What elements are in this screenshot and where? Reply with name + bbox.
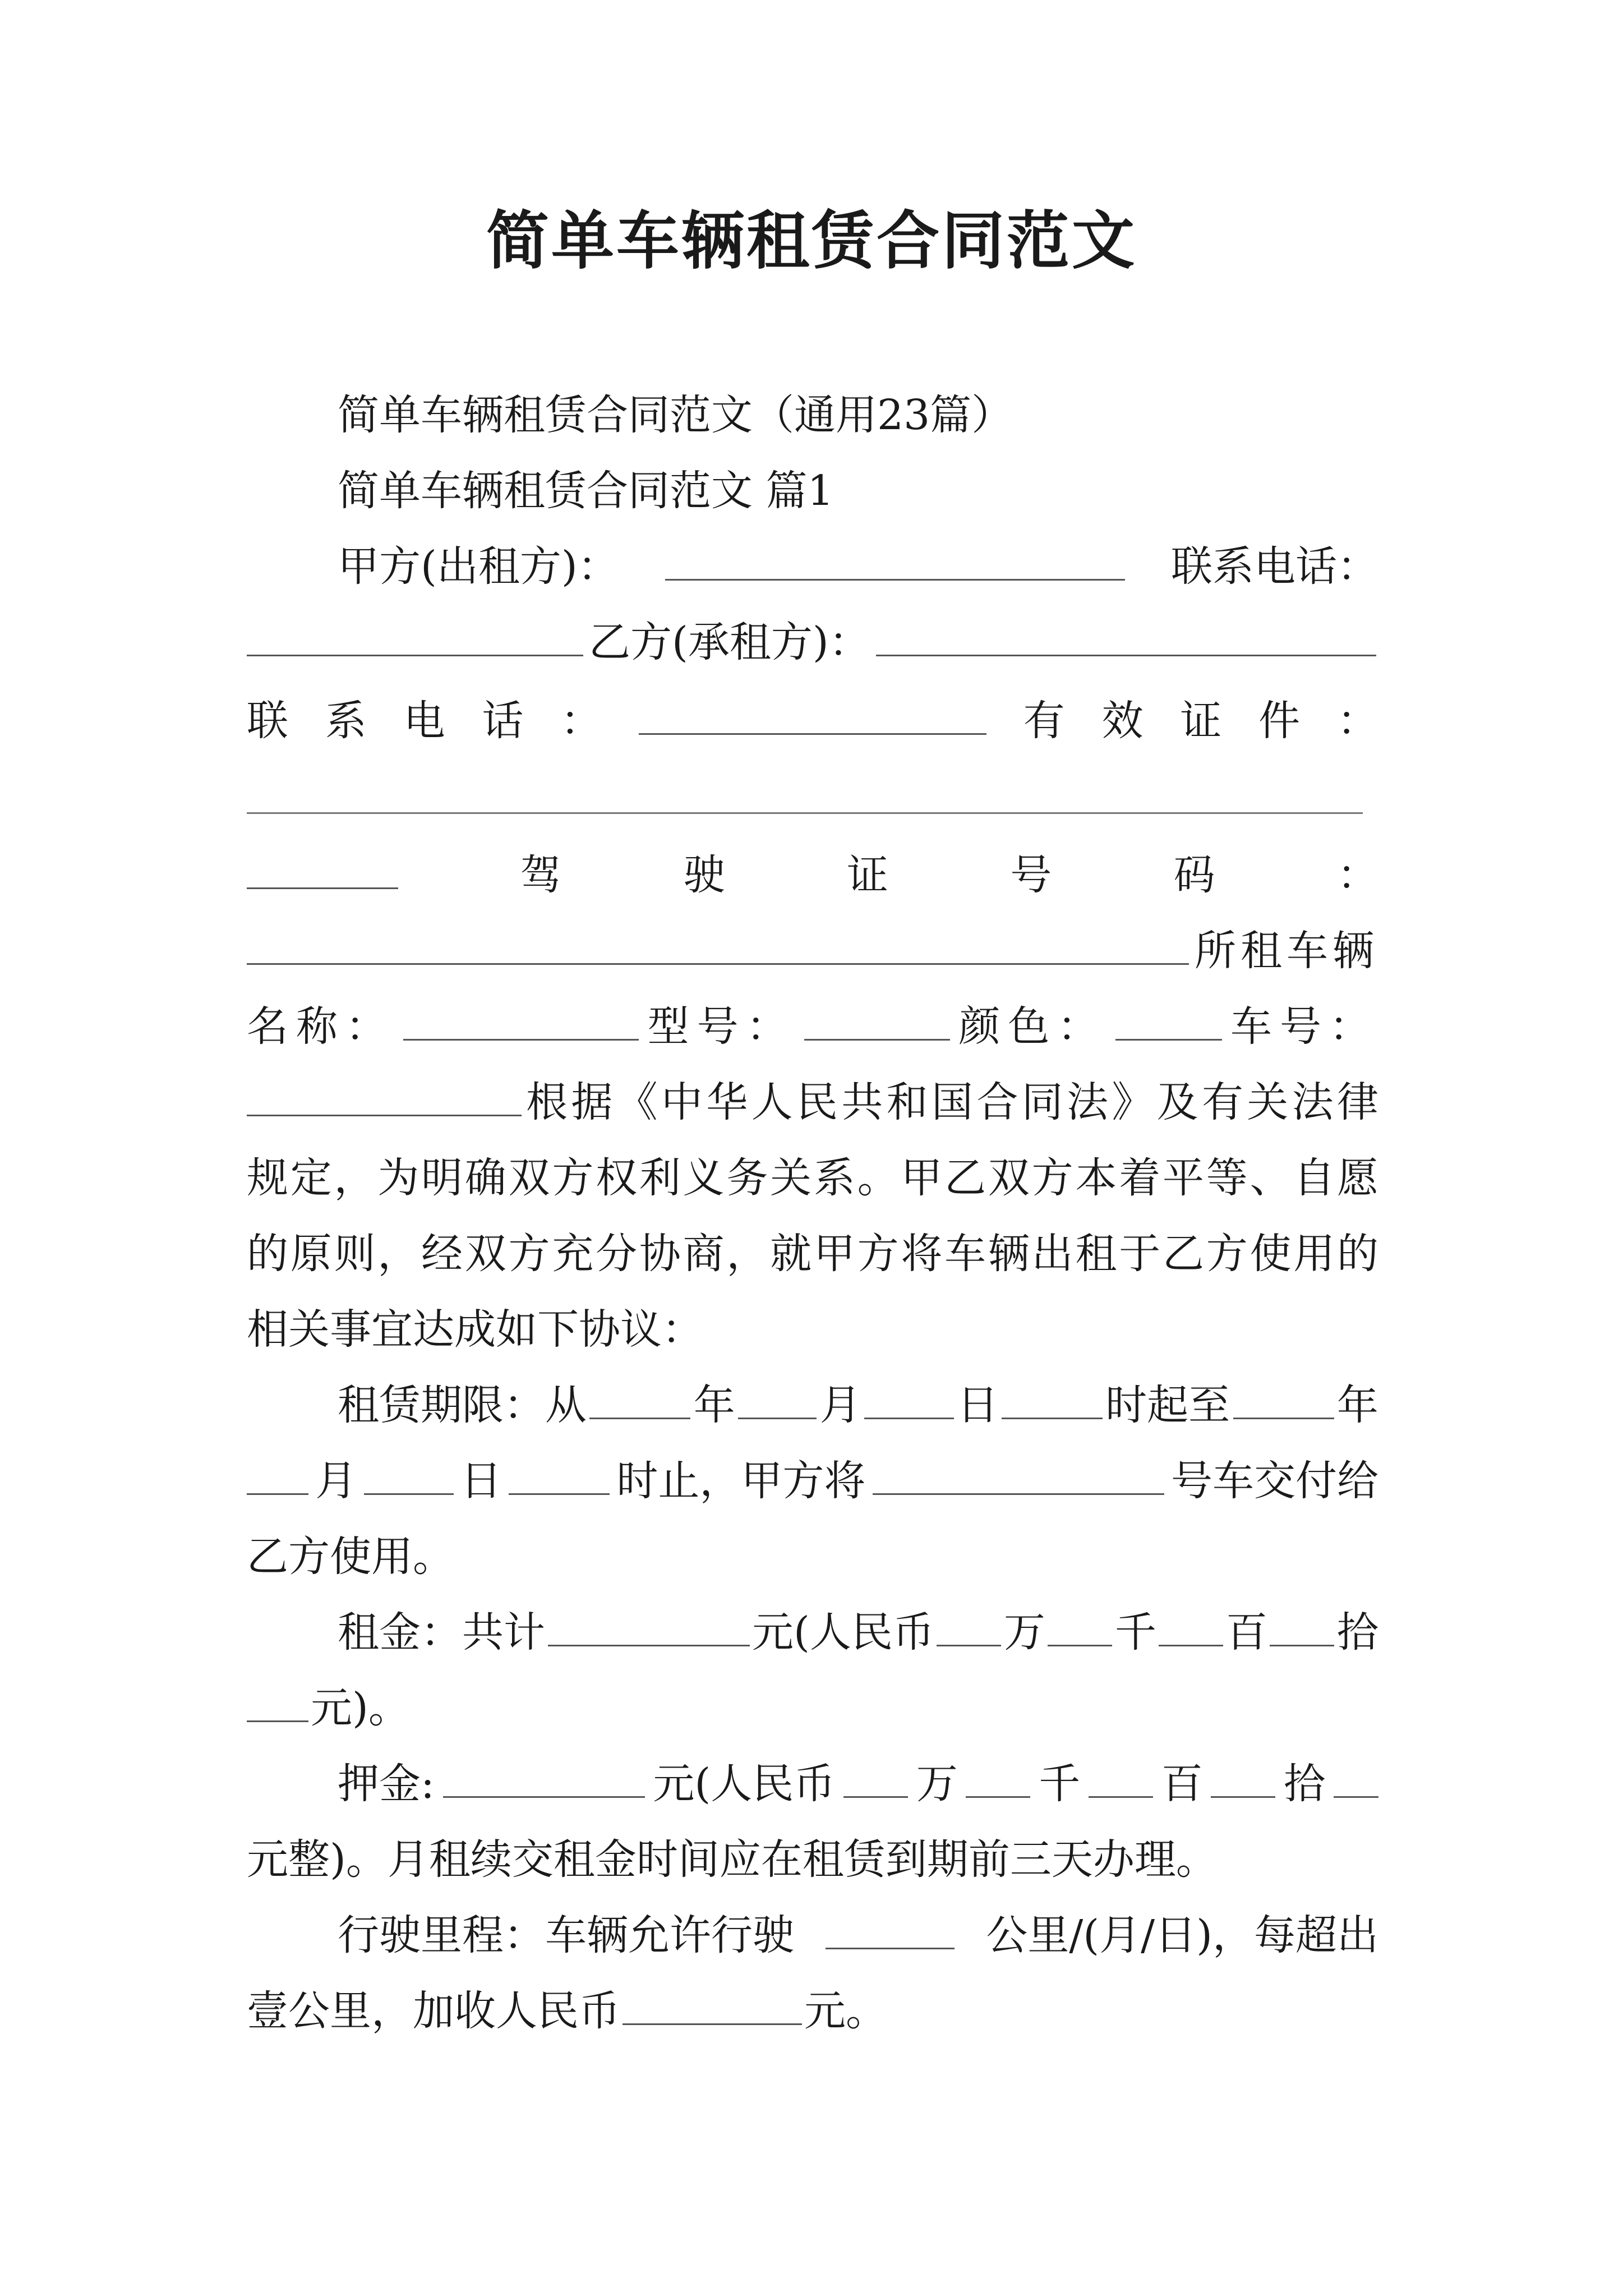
end-hour-blank[interactable] [509, 1454, 610, 1495]
deposit-bai-blank[interactable] [1089, 1757, 1153, 1798]
qian-label: 千 [1114, 1608, 1156, 1657]
vehicle-line [247, 923, 1378, 979]
rent-close: 元)。 [311, 1684, 410, 1732]
license-char: ： [1336, 851, 1378, 899]
rent-wan-blank[interactable] [937, 1605, 1001, 1646]
term-label: 租赁期限：从 [338, 1381, 587, 1429]
valid-id-char: 有 [1023, 697, 1065, 745]
section-heading: 简单车辆租赁合同范文 篇1 [338, 467, 834, 515]
year-label: 年 [1336, 1381, 1378, 1429]
mileage-unit: 公里/(月/日)，每超出 [986, 1911, 1378, 1959]
license-line [247, 847, 1378, 903]
deposit-wan-blank[interactable] [843, 1757, 908, 1798]
party-b-label: 乙方(承租方)： [589, 618, 870, 666]
body-text-1: 根据《中华人民共和国合同法》及有关法律 [526, 1078, 1378, 1126]
mileage-label: 行驶里程：车辆允许行驶 [338, 1911, 794, 1959]
start-day-blank[interactable] [864, 1378, 954, 1419]
party-a-label: 甲方(出租方)： [338, 542, 619, 591]
party-b-blank[interactable] [876, 615, 1376, 656]
rent-amount-blank[interactable] [548, 1605, 750, 1646]
deposit-line [338, 1756, 1378, 1812]
shi-label: 拾 [1336, 1608, 1378, 1657]
valid-id-blank[interactable] [247, 812, 1363, 814]
end-year-blank[interactable] [1233, 1378, 1334, 1419]
contact-phone-char: 电 [403, 697, 445, 745]
name-label: 名称： [247, 1002, 395, 1051]
license-char: 号 [1010, 851, 1052, 899]
overage-fee-blank[interactable] [623, 1984, 802, 2025]
plate-blank[interactable] [247, 1075, 522, 1116]
party-a-blank[interactable] [665, 540, 1125, 581]
valid-id-char: 效 [1101, 697, 1144, 745]
mileage-line-2 [247, 1983, 1378, 2039]
rent-bai-blank[interactable] [1159, 1605, 1223, 1646]
bai-label: 百 [1161, 1760, 1203, 1808]
party-b-phone-blank[interactable] [639, 694, 986, 735]
document-title: 简单车辆租赁合同范文 [486, 204, 1137, 278]
body-text-4: 相关事宜达成如下协议： [247, 1305, 703, 1354]
valid-id-char: 件 [1258, 697, 1301, 745]
rent-shi-blank[interactable] [1270, 1605, 1334, 1646]
body-text-3: 的原则，经双方充分协商，就甲方将车辆出租于乙方使用的 [247, 1230, 1378, 1278]
deposit-shi-blank[interactable] [1211, 1757, 1275, 1798]
day-label: 日 [460, 1457, 502, 1505]
party-a-line [338, 539, 1378, 595]
rmb-open: 元(人民币 [653, 1760, 836, 1808]
color-blank[interactable] [1115, 1000, 1222, 1041]
valid-id-char: ： [1336, 697, 1378, 745]
deposit-qian-blank[interactable] [966, 1757, 1030, 1798]
rmb-open: 元(人民币 [752, 1608, 934, 1657]
rent-qian-blank[interactable] [1048, 1605, 1112, 1646]
contact-phone-char: 话 [482, 697, 524, 745]
deliver-label: 号车交付给 [1170, 1457, 1378, 1505]
deposit-yuan-blank[interactable] [1334, 1757, 1378, 1798]
deposit-amount-blank[interactable] [443, 1757, 645, 1798]
subtitle: 简单车辆租赁合同范文（通用23篇） [338, 391, 1013, 439]
license-char: 驶 [683, 851, 725, 899]
plate-label: 车号： [1230, 1002, 1378, 1051]
mileage-line [338, 1907, 1378, 1963]
vehicle-label: 所租车辆 [1195, 927, 1378, 975]
contact-phone-label: 联系电话： [1171, 542, 1378, 591]
name-blank[interactable] [403, 1000, 639, 1041]
deliver-end: 乙方使用。 [247, 1533, 454, 1581]
license-blank[interactable] [247, 924, 1189, 965]
body-text-2: 规定，为明确双方权利义务关系。甲乙双方本着平等、自愿 [247, 1154, 1378, 1202]
contact-phone-char: 联 [247, 697, 288, 745]
deposit-close: 元整)。月租续交租金时间应在租赁到期前三天办理。 [247, 1835, 1218, 1884]
valid-id-char: 证 [1180, 697, 1222, 745]
rent-line [338, 1604, 1378, 1660]
end-month-blank[interactable] [247, 1454, 308, 1495]
hour-to-label: 时止，甲方将 [616, 1457, 866, 1505]
plate-number-blank[interactable] [873, 1454, 1164, 1495]
deposit-label: 押金: [338, 1760, 435, 1808]
rent-close-line [247, 1680, 1378, 1736]
body-line-1 [247, 1074, 1378, 1130]
contact-phone-char: ： [560, 697, 602, 745]
model-label: 型号： [647, 1002, 796, 1051]
contact-phone-char: 系 [325, 697, 367, 745]
mileage-blank[interactable] [826, 1908, 955, 1949]
rent-yuan-blank[interactable] [247, 1681, 308, 1722]
start-month-blank[interactable] [738, 1378, 817, 1419]
license-char: 驾 [520, 851, 562, 899]
month-label: 月 [819, 1381, 861, 1429]
party-b-line [247, 614, 1378, 670]
start-hour-blank[interactable] [1002, 1378, 1103, 1419]
license-char: 码 [1173, 851, 1215, 899]
party-a-phone-blank[interactable] [247, 615, 583, 656]
wan-label: 万 [916, 1760, 958, 1808]
bai-label: 百 [1225, 1608, 1267, 1657]
start-year-blank[interactable] [589, 1378, 690, 1419]
qian-label: 千 [1039, 1760, 1081, 1808]
yuan-end: 元。 [804, 1987, 887, 2035]
wan-label: 万 [1003, 1608, 1045, 1657]
rent-label: 租金：共计 [338, 1608, 545, 1657]
model-blank[interactable] [804, 1000, 950, 1041]
mileage-line2-text: 壹公里，加收人民币 [247, 1987, 620, 2035]
hour-from-label: 时起至 [1105, 1381, 1230, 1429]
contact-id-line [247, 693, 1378, 749]
end-day-blank[interactable] [364, 1454, 454, 1495]
term-line-1 [338, 1377, 1378, 1433]
vehicle-details-line [247, 999, 1378, 1055]
color-label: 颜色： [958, 1002, 1107, 1051]
license-char: 证 [846, 851, 888, 899]
month-label: 月 [315, 1457, 357, 1505]
day-label: 日 [957, 1381, 999, 1429]
license-lead-blank[interactable] [247, 848, 398, 889]
shi-label: 拾 [1284, 1760, 1326, 1808]
year-label: 年 [693, 1381, 735, 1429]
term-line-2 [247, 1453, 1378, 1509]
